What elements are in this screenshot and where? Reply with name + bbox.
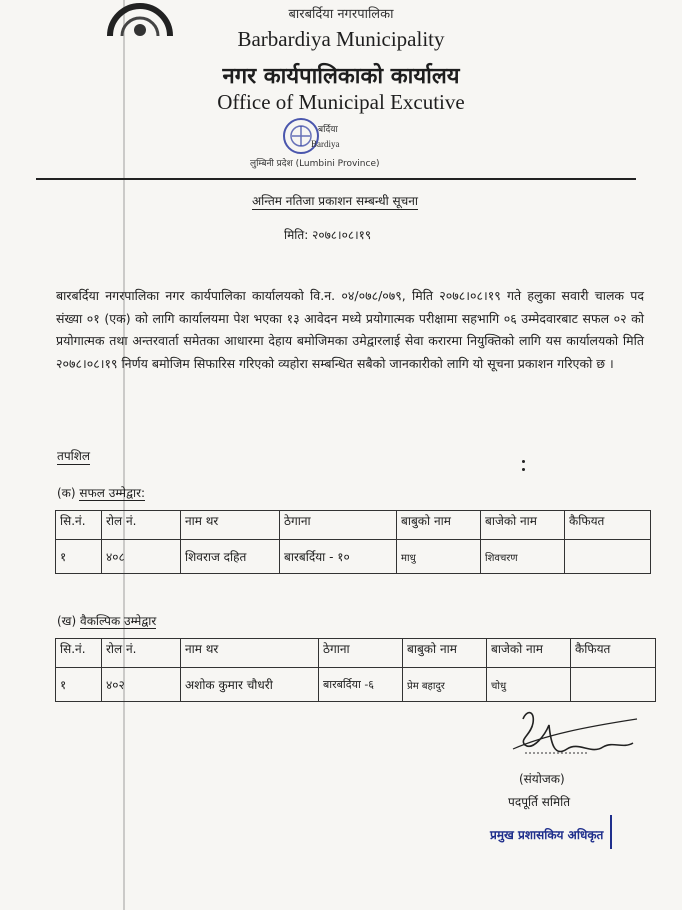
table-row [56, 540, 651, 574]
chief-officer-stamp: प्रमुख प्रशासकिय अधिकृत [490, 828, 604, 842]
address-line-2: Bardiya [311, 139, 340, 149]
municipality-name-np: बारबर्दिया नगरपालिका [288, 7, 394, 22]
successful-candidates-table [55, 510, 651, 574]
stamp-border [610, 815, 612, 849]
signature-mark [505, 705, 645, 775]
section-title-text: सफल उम्मेद्वार: [79, 486, 146, 500]
table-cell: चोधु [487, 668, 571, 702]
column-header: रोल नं. [102, 639, 181, 668]
column-header: ठेगाना [319, 639, 403, 668]
mark-dot [522, 460, 525, 463]
table-cell: १ [56, 540, 102, 574]
section-title-successful [57, 484, 145, 501]
table-cell: बारबर्दिया - १० [280, 540, 397, 574]
column-header: बाबुको नाम [403, 639, 487, 668]
column-header: कैफियत [571, 639, 656, 668]
alternate-candidates-table [55, 638, 656, 702]
table-cell [571, 668, 656, 702]
column-header: सि.नं. [56, 639, 102, 668]
column-header: नाम थर [181, 511, 280, 540]
table-cell: शिवचरण [481, 540, 565, 574]
table-cell: शिवराज दहित [181, 540, 280, 574]
mark-dot [522, 468, 525, 471]
notice-body: बारबर्दिया नगरपालिका नगर कार्यपालिका कार्यालयको वि.न. ०४/०७८/०७९, मिति २०७८।०८।१९ गते हलुका सवारी चालक पद संख्या ०१ (एक) को लागि कार्यालयमा पेश भएका १३ आवेदन मध्ये प्रयोगात्मक परीक्षामा सहभागि ०६ उम्मेदवारबाट सफल ०२ को प्रयोगात्मक तथा अन्तरवार्ता समेतका आधारमा देहाय बमोजिमका उमेद्वारलाई सेवा करारमा नियुक्तिको लागि यस कार्यालयको मिति २०७८।०८।१९ निर्णय बमोजिम सिफारिस गरिएको व्यहोरा सम्बन्धित सबैको जानकारीको लागि यो सूचना प्रकाशन गरिएको छ । [56, 288, 644, 371]
table-cell: माधु [397, 540, 481, 574]
table-cell [565, 540, 651, 574]
signatory-role: (संयोजक) [519, 772, 565, 786]
annex-label: तपशिल [57, 449, 91, 463]
section-title-alternate [57, 612, 156, 629]
table-cell: प्रेम बहादुर [403, 668, 487, 702]
table-header-row [56, 639, 656, 668]
address-line-3: लुम्बिनी प्रदेश (Lumbini Province) [250, 159, 380, 169]
column-header: नाम थर [181, 639, 319, 668]
table-header-row [56, 511, 651, 540]
address-line-1: बर्दिया [318, 125, 338, 135]
column-header: बाबुको नाम [397, 511, 481, 540]
column-header: बाजेको नाम [487, 639, 571, 668]
section-prefix: (क) [57, 486, 76, 500]
table-cell: अशोक कुमार चौधरी [181, 668, 319, 702]
section-title-text: वैकल्पिक उम्मेद्वार [80, 614, 157, 628]
table-row [56, 668, 656, 702]
office-name-en: Office of Municipal Excutive [217, 90, 465, 114]
section-prefix: (ख) [57, 614, 77, 628]
table-cell: ४०८ [102, 540, 181, 574]
notice-date: मिति: २०७८।०८।१९ [284, 228, 372, 242]
table-cell: ४०२ [102, 668, 181, 702]
municipality-name-en: Barbardiya Municipality [237, 27, 445, 51]
office-name-np: नगर कार्यपालिकाको कार्यालय [222, 64, 460, 89]
column-header: ठेगाना [280, 511, 397, 540]
committee-name: पदपूर्ति समिति [508, 795, 571, 809]
table-cell: बारबर्दिया -६ [319, 668, 403, 702]
table-cell: १ [56, 668, 102, 702]
header-divider [36, 178, 636, 180]
paper-fold-line [123, 0, 125, 910]
column-header: बाजेको नाम [481, 511, 565, 540]
notice-subject: अन्तिम नतिजा प्रकाशन सम्बन्धी सूचना [252, 194, 419, 208]
column-header: रोल नं. [102, 511, 181, 540]
column-header: कैफियत [565, 511, 651, 540]
column-header: सि.नं. [56, 511, 102, 540]
